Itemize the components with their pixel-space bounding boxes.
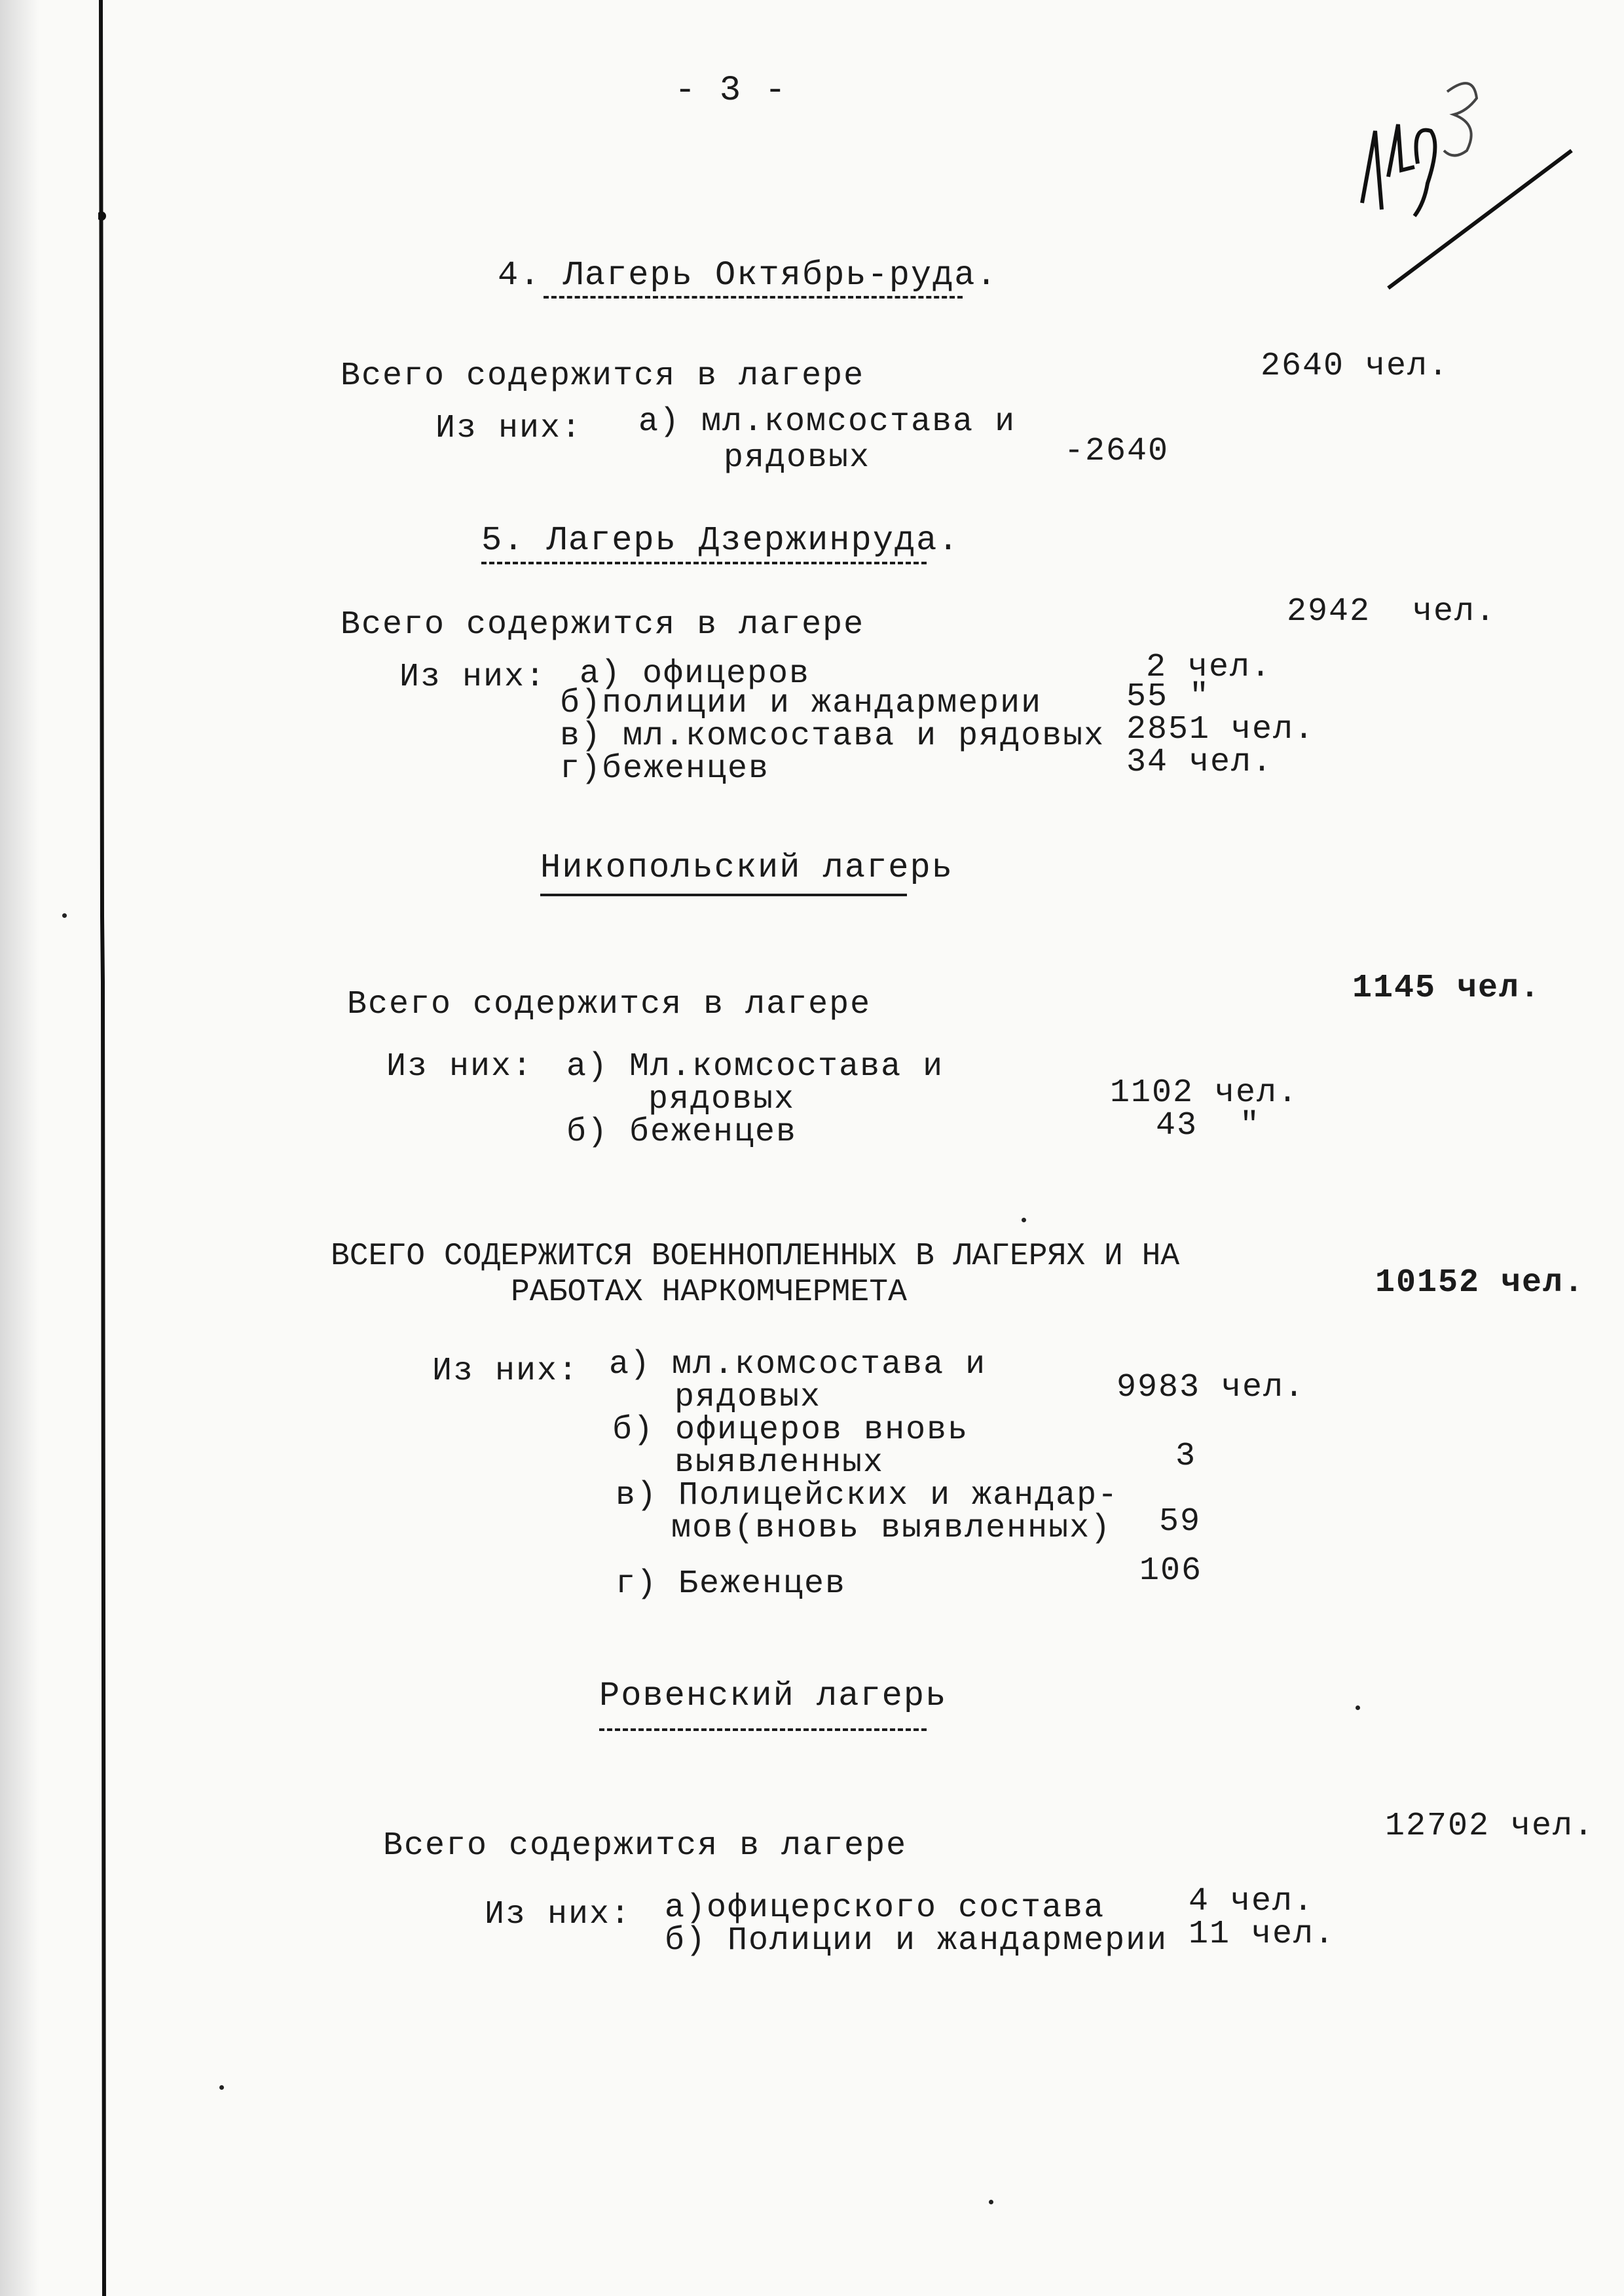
total-value: 2640 чел. bbox=[1261, 348, 1450, 385]
breakdown-item: рядовых bbox=[674, 1379, 822, 1416]
breakdown-value: 1102 чел. bbox=[1110, 1074, 1299, 1112]
section-heading: Ровенский лагерь bbox=[599, 1677, 948, 1715]
total-label: Всего содержится в лагере bbox=[341, 606, 865, 644]
heading-underline bbox=[481, 562, 927, 564]
grand-total-heading-line: РАБОТАХ НАРКОМЧЕРМЕТА bbox=[511, 1275, 907, 1310]
breakdown-item: в) Полицейских и жандар- bbox=[616, 1477, 1119, 1514]
breakdown-item: а)офицерского состава bbox=[665, 1889, 1105, 1927]
breakdown-item: г) Беженцев bbox=[616, 1565, 847, 1603]
section-heading: Никопольский лагерь bbox=[540, 848, 953, 887]
total-value: 2942 чел. bbox=[1287, 593, 1497, 630]
breakdown-value: 2 чел. bbox=[1146, 649, 1272, 686]
breakdown-item: б) Полиции и жандармерии bbox=[665, 1922, 1168, 1959]
breakdown-label: Из них: bbox=[435, 410, 583, 447]
breakdown-value: 9983 чел. bbox=[1116, 1369, 1306, 1406]
section-heading: 5. Лагерь Дзержинруда. bbox=[481, 521, 960, 560]
breakdown-item: мов(вновь выявленных) bbox=[671, 1510, 1112, 1547]
total-label: Всего содержится в лагере bbox=[347, 986, 872, 1023]
scan-speck bbox=[989, 2200, 993, 2204]
total-label: Всего содержится в лагере bbox=[383, 1827, 908, 1865]
breakdown-item: а) Мл.комсостава и bbox=[566, 1048, 944, 1085]
breakdown-item: а) мл.комсостава и bbox=[609, 1346, 987, 1383]
breakdown-value: 34 чел. bbox=[1126, 744, 1274, 781]
breakdown-value: 43 " bbox=[1156, 1107, 1261, 1144]
breakdown-item: рядовых bbox=[724, 439, 871, 477]
grand-total-value: 10152 чел. bbox=[1375, 1264, 1585, 1302]
breakdown-item: б) беженцев bbox=[566, 1114, 798, 1151]
breakdown-label: Из них: bbox=[485, 1896, 632, 1933]
breakdown-value: 11 чел. bbox=[1189, 1916, 1336, 1953]
binding-line bbox=[98, 0, 107, 2296]
breakdown-value: -2640 bbox=[1064, 433, 1170, 470]
heading-underline bbox=[544, 296, 963, 299]
breakdown-item: рядовых bbox=[648, 1081, 796, 1118]
breakdown-value: 106 bbox=[1139, 1552, 1203, 1590]
breakdown-label: Из них: bbox=[432, 1353, 580, 1390]
breakdown-value: 55 " bbox=[1126, 678, 1211, 716]
total-value: 12702 чел. bbox=[1385, 1808, 1595, 1845]
breakdown-value: 59 bbox=[1159, 1503, 1202, 1540]
scan-speck bbox=[1356, 1705, 1360, 1710]
heading-underline bbox=[540, 894, 907, 896]
grand-total-heading-line: ВСЕГО СОДЕРЖИТСЯ ВОЕННОПЛЕННЫХ В ЛАГЕРЯХ И НА bbox=[331, 1239, 1180, 1274]
breakdown-item: б) офицеров вновь bbox=[612, 1412, 969, 1449]
breakdown-item: а) офицеров bbox=[580, 655, 811, 693]
breakdown-value: 2851 чел. bbox=[1126, 711, 1316, 748]
page-number: - 3 - bbox=[674, 71, 788, 111]
breakdown-item: а) мл.комсостава и bbox=[638, 403, 1016, 441]
section-heading: 4. Лагерь Октябрь-руда. bbox=[498, 256, 998, 295]
breakdown-value: 4 чел. bbox=[1189, 1883, 1315, 1920]
breakdown-item: г)беженцев bbox=[560, 750, 770, 788]
breakdown-item: в) мл.комсостава и рядовых bbox=[560, 718, 1105, 755]
total-value: 1145 чел. bbox=[1352, 970, 1541, 1007]
breakdown-value: 3 bbox=[1175, 1438, 1197, 1475]
scan-speck bbox=[1022, 1218, 1026, 1222]
breakdown-label: Из них: bbox=[399, 659, 547, 696]
heading-underline bbox=[599, 1728, 927, 1731]
scan-edge-shadow bbox=[0, 0, 39, 2296]
scan-speck bbox=[62, 913, 67, 918]
breakdown-item: б)полиции и жандармерии bbox=[560, 685, 1043, 722]
total-label: Всего содержится в лагере bbox=[341, 357, 865, 395]
breakdown-label: Из них: bbox=[386, 1048, 534, 1085]
breakdown-item: выявленных bbox=[674, 1444, 885, 1482]
archive-page-number-stamp bbox=[1349, 52, 1585, 314]
scan-speck bbox=[219, 2085, 224, 2090]
